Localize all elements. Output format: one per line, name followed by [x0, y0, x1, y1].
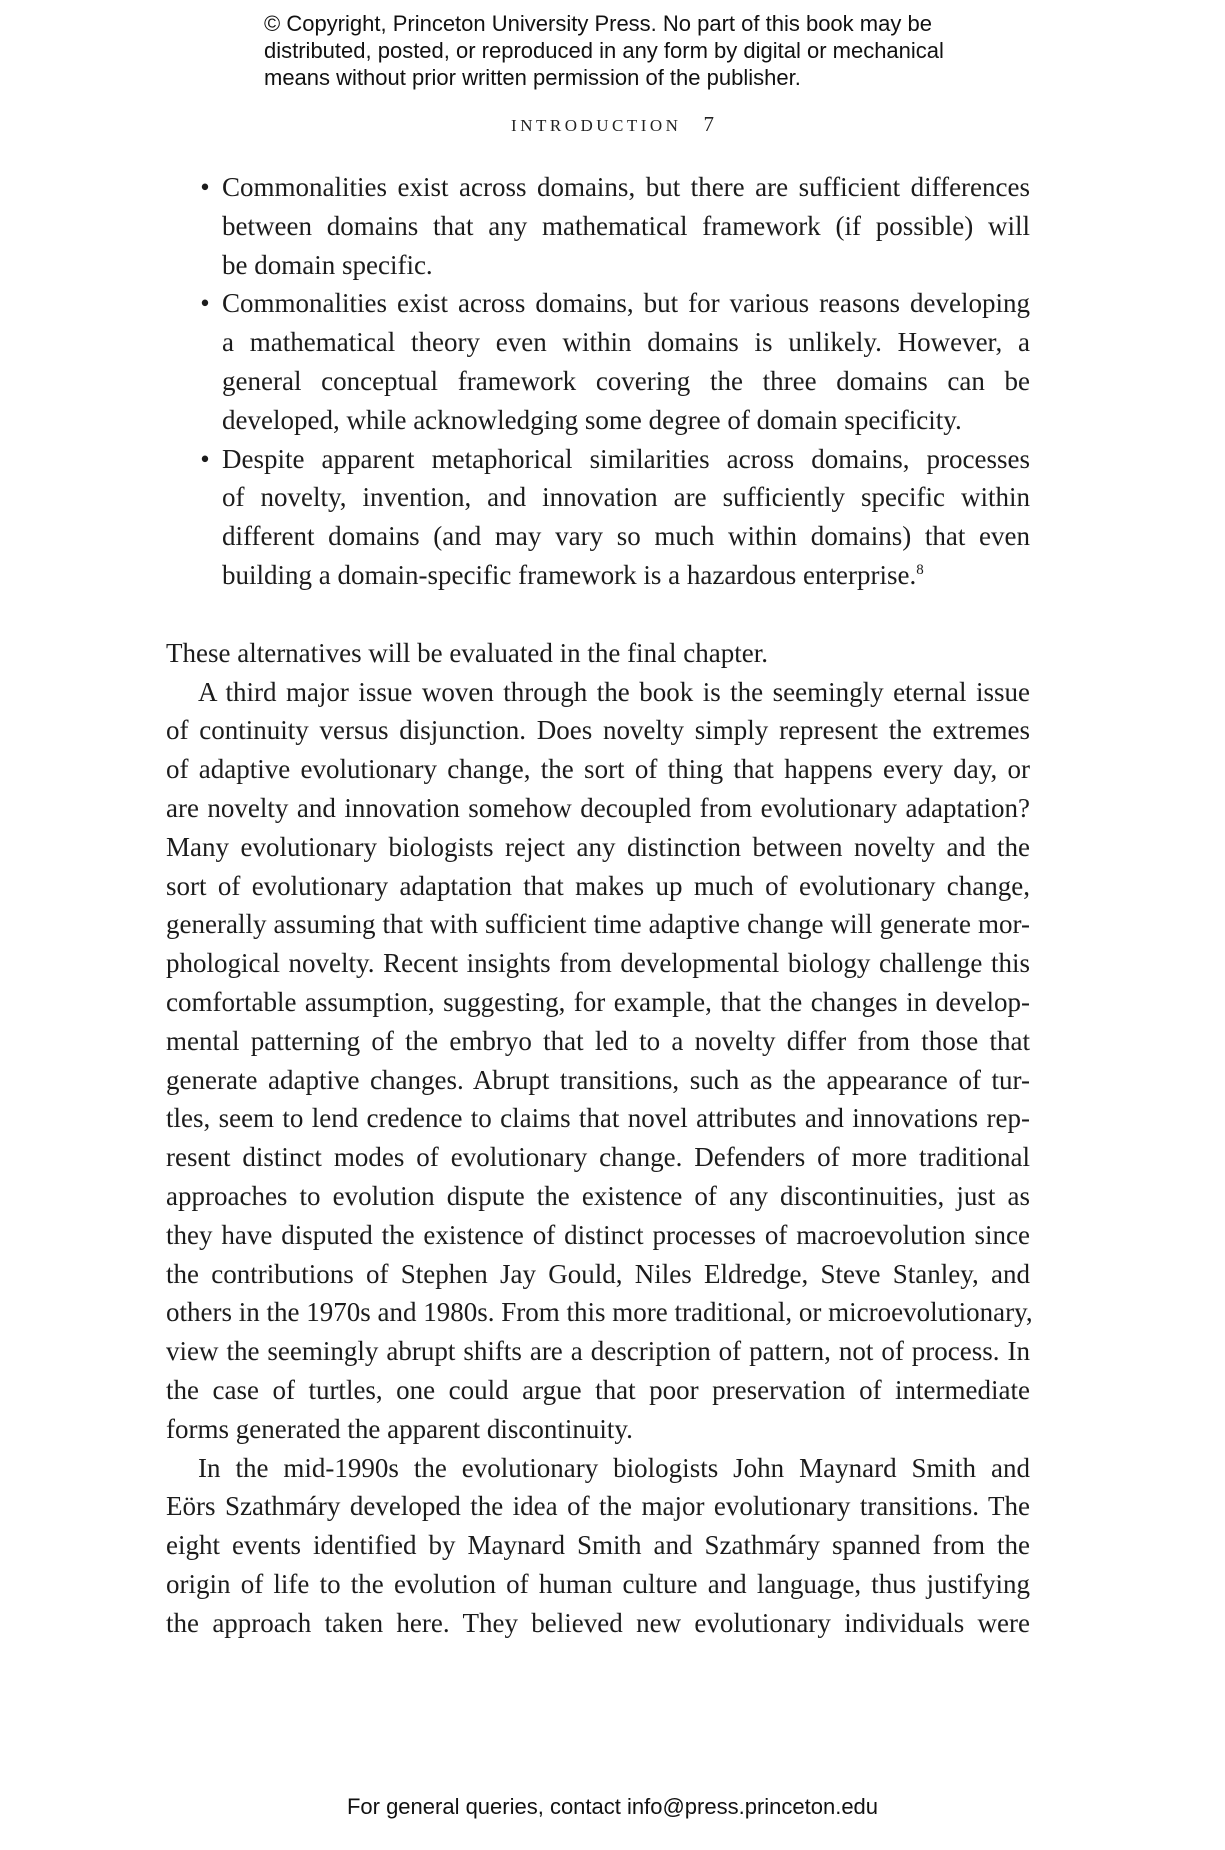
copyright-line: means without prior written permission of the publisher. [264, 65, 801, 90]
text-line: Commonalities exist across domains, but there are sufficient differences [222, 172, 1030, 202]
text-line: developed, while acknowledging some degree of domain specificity. [222, 404, 962, 435]
bullet-list [166, 168, 1030, 595]
text-line: generally assuming that with sufficient time adaptive change will generate mor- [166, 909, 1030, 940]
bullet-icon: • [200, 172, 210, 202]
text-line: between domains that any mathematical framework (if possible) will [222, 210, 1030, 241]
text-line: mental patterning of the embryo that led to a novelty differ from those that [166, 1025, 1030, 1056]
text-line: Eörs Szathmáry developed the idea of the major evolutionary transitions. The [166, 1491, 1030, 1522]
text-line: sort of evolutionary adaptation that makes up much of evolutionary change, [166, 870, 1030, 901]
text-line: view the seemingly abrupt shifts are a description of pattern, not of process. In [166, 1336, 1030, 1367]
text-line: tles, seem to lend credence to claims that novel attributes and innovations rep- [166, 1103, 1030, 1134]
paragraph [166, 673, 1033, 1449]
text-line: of continuity versus disjunction. Does novelty simply represent the extremes [166, 715, 1030, 746]
text-line: A third major issue woven through the book is the seemingly eternal issue [198, 676, 1030, 707]
text-line-content: building a domain-specific framework is a hazardous enterprise. [222, 559, 917, 590]
text-line: the case of turtles, one could argue that poor preservation of intermediate [166, 1374, 1030, 1405]
page-number: 7 [703, 112, 714, 136]
paragraph [166, 634, 1030, 673]
text-line: the approach taken here. They believed new evolutionary individuals were [166, 1607, 1030, 1638]
text-line: In the mid-1990s the evolutionary biologists John Maynard Smith and [198, 1452, 1030, 1483]
text-line: eight events identified by Maynard Smith and Szathmáry spanned from the [166, 1530, 1030, 1561]
text-line: a mathematical theory even within domains is unlikely. However, a [222, 327, 1030, 358]
text-line: the contributions of Stephen Jay Gould, Niles Eldredge, Steve Stanley, and [166, 1258, 1030, 1289]
text-line: origin of life to the evolution of human culture and language, thus justifying [166, 1568, 1030, 1599]
bullet-item [166, 168, 1030, 284]
text-line: be domain specific. [222, 249, 433, 280]
text-line: resent distinct modes of evolutionary change. Defenders of more traditional [166, 1142, 1030, 1173]
text-line: they have disputed the existence of distinct processes of macroevolution since [166, 1219, 1030, 1250]
paragraph [166, 1449, 1030, 1643]
text-line: These alternatives will be evaluated in the final chapter. [166, 637, 769, 668]
running-head-title: INTRODUCTION [511, 116, 682, 135]
bullet-item [166, 284, 1030, 439]
text-line: Despite apparent metaphorical similarities across domains, processes [222, 443, 1030, 474]
text-line: comfortable assumption, suggesting, for example, that the changes in develop- [166, 986, 1030, 1017]
copyright-line: distributed, posted, or reproduced in any form by digital or mechanical [264, 38, 944, 63]
text-line: of adaptive evolutionary change, the sort of thing that happens every day, or [166, 754, 1030, 785]
text-line: generate adaptive changes. Abrupt transitions, such as the appearance of tur- [166, 1064, 1030, 1095]
bullet-icon: • [200, 288, 210, 319]
footer-contact: For general queries, contact info@press.princeton.edu [346, 1794, 879, 1819]
page-body [166, 168, 1033, 1642]
text-line [222, 556, 1030, 595]
footnote-reference[interactable]: 8 [916, 561, 924, 578]
paragraph-spacer [166, 595, 1030, 634]
bullet-icon: • [200, 443, 210, 474]
text-line: approaches to evolution dispute the existence of any discontinuities, just as [166, 1180, 1030, 1211]
running-head [0, 112, 1225, 137]
copyright-line: © Copyright, Princeton University Press. No part of this book may be [264, 11, 932, 36]
text-line: different domains (and may vary so much within domains) that even [222, 521, 1030, 552]
text-line: forms generated the apparent discontinuity. [166, 1413, 633, 1444]
copyright-notice [264, 10, 1024, 91]
bullet-item [166, 440, 1030, 595]
text-line: phological novelty. Recent insights from developmental biology challenge this [166, 948, 1030, 979]
text-line: of novelty, invention, and innovation are sufficiently specific within [222, 482, 1030, 513]
text-line: others in the 1970s and 1980s. From this more traditional, or microevolutionary, [166, 1297, 1033, 1328]
text-line: Many evolutionary biologists reject any distinction between novelty and the [166, 831, 1030, 862]
text-line: are novelty and innovation somehow decoupled from evolutionary adaptation? [166, 792, 1030, 823]
text-line: Commonalities exist across domains, but for various reasons developing [222, 288, 1030, 319]
text-line: general conceptual framework covering the three domains can be [222, 365, 1030, 396]
